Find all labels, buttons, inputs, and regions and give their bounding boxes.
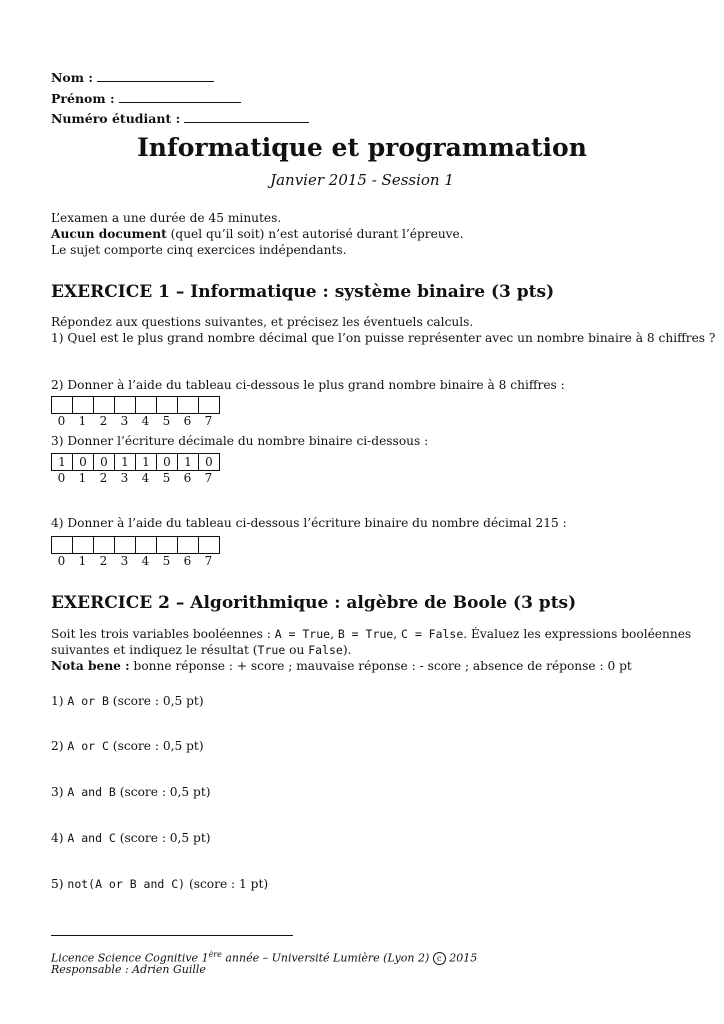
question-score: (score : 0,5 pt) <box>115 831 211 845</box>
page-subtitle: Janvier 2015 - Session 1 <box>270 171 454 189</box>
bit-index: 1 <box>78 414 87 428</box>
numero-label: Numéro étudiant : <box>51 111 181 126</box>
question-number: 1) <box>51 694 68 708</box>
exercise-1-heading: EXERCICE 1 – Informatique : système binaire (3 pts) <box>51 282 555 302</box>
binary-cell[interactable] <box>135 536 157 554</box>
prenom-field <box>51 90 241 107</box>
bit-index: 5 <box>162 414 171 428</box>
bit-index: 3 <box>120 554 129 568</box>
binary-cell[interactable] <box>156 396 178 414</box>
binary-cell[interactable] <box>156 536 178 554</box>
code-true: True <box>257 643 286 657</box>
exercise-1-question-3: 3) Donner l’écriture décimale du nombre binaire ci-dessous : <box>51 434 429 448</box>
nom-field <box>51 69 214 86</box>
binary-cell[interactable] <box>51 396 73 414</box>
intro-text: . Évaluez les expressions booléennes <box>463 627 692 641</box>
separator: , <box>393 627 401 641</box>
footer-year: 2015 <box>445 951 478 965</box>
binary-cell[interactable] <box>51 536 73 554</box>
binary-cell[interactable] <box>114 536 136 554</box>
question-number: 3) <box>51 785 68 799</box>
numero-field <box>51 110 309 127</box>
code-b: B = True <box>337 627 394 641</box>
binary-cell[interactable] <box>93 396 115 414</box>
question-number: 5) <box>51 877 68 891</box>
nota-bene-text: bonne réponse : + score ; mauvaise réponse : - score ; absence de réponse : 0 pt <box>129 659 632 673</box>
binary-grid-q4 <box>51 536 219 554</box>
intro-line-3: Le sujet comporte cinq exercices indépendants. <box>51 243 347 257</box>
bit-index: 2 <box>99 471 108 485</box>
exercise-2-intro-line-2 <box>51 642 351 658</box>
exercise-1-intro: Répondez aux questions suivantes, et précisez les éventuels calculs. <box>51 315 474 329</box>
binary-digit: 1 <box>114 453 136 471</box>
binary-cell[interactable] <box>72 396 94 414</box>
binary-cell[interactable] <box>177 536 199 554</box>
binary-cell[interactable] <box>135 396 157 414</box>
binary-digit: 0 <box>72 453 94 471</box>
binary-grid-q3 <box>51 453 219 471</box>
binary-digit: 1 <box>177 453 199 471</box>
separator: , <box>330 627 338 641</box>
bit-index: 7 <box>204 414 213 428</box>
question-number: 2) <box>51 739 68 753</box>
bit-index: 4 <box>141 471 150 485</box>
bit-index: 6 <box>183 554 192 568</box>
bit-index: 7 <box>204 554 213 568</box>
nota-bene-label: Nota bene : <box>51 659 130 673</box>
binary-cell[interactable] <box>72 536 94 554</box>
question-score: (score : 0,5 pt) <box>115 785 211 799</box>
bit-index: 5 <box>162 471 171 485</box>
intro-line-1: L’examen a une durée de 45 minutes. <box>51 211 282 225</box>
question-expression: A or C <box>67 739 109 753</box>
binary-cell[interactable] <box>177 396 199 414</box>
bit-index: 6 <box>183 414 192 428</box>
bit-index: 1 <box>78 471 87 485</box>
code-false: False <box>308 643 343 657</box>
binary-cell[interactable] <box>198 536 220 554</box>
binary-digit: 1 <box>51 453 73 471</box>
index-row-q4 <box>51 554 219 568</box>
question-expression: not(A or B and C) <box>67 877 186 891</box>
exercise-2-heading: EXERCICE 2 – Algorithmique : algèbre de Boole (3 pts) <box>51 593 577 613</box>
boolean-question <box>51 830 211 846</box>
bit-index: 5 <box>162 554 171 568</box>
nom-blank-line <box>97 69 214 82</box>
bit-index: 0 <box>57 554 66 568</box>
footer-text: année – Université Lumière (Lyon 2) <box>221 951 433 965</box>
intro-bold: Aucun document <box>51 227 167 241</box>
binary-digit: 0 <box>156 453 178 471</box>
question-expression: A and C <box>67 831 116 845</box>
intro-rest: (quel qu’il soit) n’est autorisé durant l’épreuve. <box>166 227 464 241</box>
binary-digit: 0 <box>93 453 115 471</box>
footer-superscript: ère <box>208 950 222 959</box>
binary-cell[interactable] <box>198 396 220 414</box>
bit-index: 3 <box>120 471 129 485</box>
page-title: Informatique et programmation <box>137 133 587 162</box>
footer-rule <box>51 935 293 936</box>
boolean-question <box>51 738 204 754</box>
bit-index: 2 <box>99 554 108 568</box>
boolean-question <box>51 693 204 709</box>
binary-digit: 1 <box>135 453 157 471</box>
exercise-1-question-4: 4) Donner à l’aide du tableau ci-dessous l’écriture binaire du nombre décimal 215 : <box>51 516 567 530</box>
binary-digit: 0 <box>198 453 220 471</box>
binary-cell[interactable] <box>114 396 136 414</box>
code-a: A = True <box>274 627 331 641</box>
exercise-1-question-1: 1) Quel est le plus grand nombre décimal que l’on puisse représenter avec un nombre binaire à 8 chiffres ? <box>51 331 716 345</box>
bit-index: 4 <box>141 414 150 428</box>
question-score: (score : 0,5 pt) <box>108 739 204 753</box>
bit-index: 4 <box>141 554 150 568</box>
bit-index: 7 <box>204 471 213 485</box>
footer-line-2: Responsable : Adrien Guille <box>51 963 206 976</box>
code-c: C = False <box>400 627 464 641</box>
exercise-1-question-2: 2) Donner à l’aide du tableau ci-dessous le plus grand nombre binaire à 8 chiffres : <box>51 378 565 392</box>
binary-grid-q2 <box>51 396 219 414</box>
exercise-2-nota-bene <box>51 658 632 674</box>
bit-index: 0 <box>57 414 66 428</box>
intro-text: ). <box>342 643 352 657</box>
bit-index: 2 <box>99 414 108 428</box>
intro-text: suivantes et indiquez le résultat ( <box>51 643 258 657</box>
boolean-question <box>51 876 268 892</box>
bit-index: 6 <box>183 471 192 485</box>
numero-blank-line <box>184 110 309 123</box>
intro-line-2 <box>51 226 464 242</box>
intro-text: ou <box>285 643 309 657</box>
question-expression: A or B <box>67 694 109 708</box>
exercise-2-intro-line-1 <box>51 626 691 642</box>
prenom-label: Prénom : <box>51 91 115 106</box>
question-score: (score : 0,5 pt) <box>108 694 204 708</box>
question-expression: A and B <box>67 785 116 799</box>
intro-text: Soit les trois variables booléennes : <box>51 627 275 641</box>
boolean-question <box>51 784 211 800</box>
bit-index: 0 <box>57 471 66 485</box>
question-number: 4) <box>51 831 68 845</box>
binary-cell[interactable] <box>93 536 115 554</box>
question-score: (score : 1 pt) <box>185 877 269 891</box>
bit-index: 1 <box>78 554 87 568</box>
bit-index: 3 <box>120 414 129 428</box>
footer-text: Licence Science Cognitive 1 <box>51 951 209 965</box>
index-row-q2 <box>51 414 219 428</box>
nom-label: Nom : <box>51 70 93 85</box>
prenom-blank-line <box>119 90 241 103</box>
copyright-icon: c <box>433 952 446 965</box>
index-row-q3 <box>51 471 219 485</box>
